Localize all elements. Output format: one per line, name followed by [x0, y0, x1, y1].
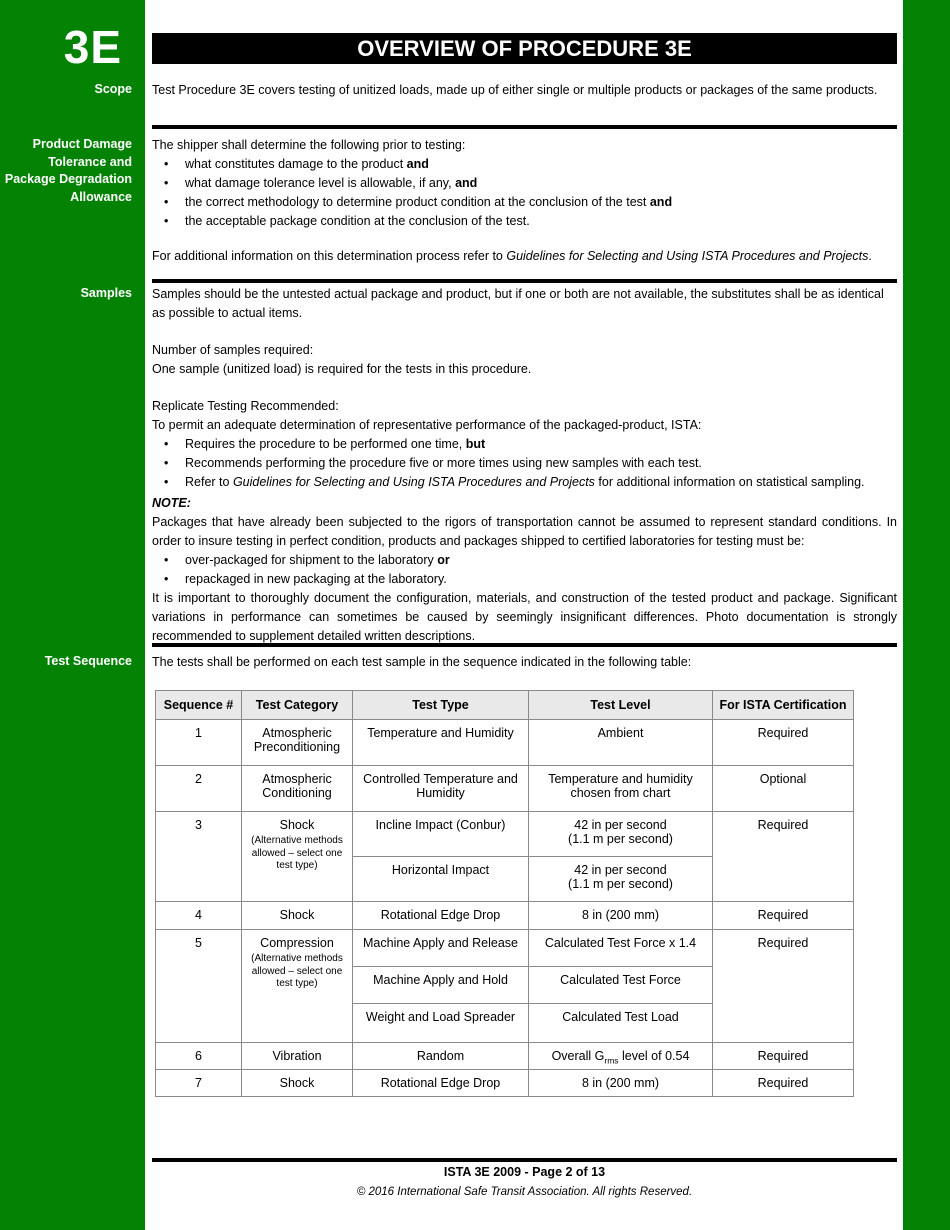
guidelines-title: Guidelines for Selecting and Using ISTA Procedures and Projects [506, 249, 869, 263]
table-header-row [156, 691, 854, 720]
cell-level: Calculated Test Load [529, 1004, 713, 1043]
cell-seq: 3 [156, 812, 242, 902]
table-row [156, 902, 854, 930]
bullet-text: for additional information on statistical sampling. [594, 475, 865, 489]
cell-level: Calculated Test Force x 1.4 [529, 930, 713, 967]
cell-seq: 2 [156, 766, 242, 812]
bullet-bold: and [406, 157, 429, 171]
cell-level [529, 812, 713, 857]
bullet-item [152, 193, 897, 212]
cell-type: Weight and Load Spreader [353, 1004, 529, 1043]
cell-seq: 4 [156, 902, 242, 930]
bullet-item [152, 155, 897, 174]
cell-level: 8 in (200 mm) [529, 902, 713, 930]
damage-more-info [152, 247, 897, 266]
bullet-text: the acceptable package condition at the conclusion of the test. [185, 214, 530, 228]
bullet-bold: and [649, 195, 673, 209]
bullet-item [152, 212, 897, 231]
cell-level: Ambient [529, 720, 713, 766]
cell-level: Calculated Test Force [529, 967, 713, 1004]
sidebar-label-samples: Samples [80, 286, 132, 300]
table-row [156, 766, 854, 812]
cell-category [242, 812, 353, 902]
cell-type: Temperature and Humidity [353, 720, 529, 766]
col-header-category: Test Category [242, 691, 353, 720]
cell-type: Horizontal Impact [353, 857, 529, 902]
category-note: (Alternative methods allowed – select one test type) [251, 835, 343, 871]
level-line2: (1.1 m per second) [568, 832, 673, 846]
cell-cert: Required [713, 1043, 854, 1070]
test-sequence-intro: The tests shall be performed on each test sample in the sequence indicated in the following table: [152, 655, 692, 669]
col-header-sequence: Sequence # [156, 691, 242, 720]
page-title: OVERVIEW OF PROCEDURE 3E [152, 33, 897, 64]
level-text: Overall G [551, 1049, 605, 1063]
cell-type: Rotational Edge Drop [353, 1070, 529, 1097]
cell-category: Shock [242, 902, 353, 930]
samples-section [152, 285, 897, 646]
samples-note-bullets [152, 551, 897, 589]
cell-cert: Required [713, 812, 854, 902]
samples-p3a: Replicate Testing Recommended: [152, 399, 339, 413]
cell-category: Atmospheric Preconditioning [242, 720, 353, 766]
col-header-certification: For ISTA Certification [713, 691, 854, 720]
cell-level [529, 1043, 713, 1070]
col-header-type: Test Type [353, 691, 529, 720]
level-line1: 42 in per second [574, 818, 667, 832]
cell-type: Machine Apply and Release [353, 930, 529, 967]
cell-level [529, 857, 713, 902]
level-text: level of 0.54 [618, 1049, 690, 1063]
cell-cert: Required [713, 1070, 854, 1097]
samples-p2b: One sample (unitized load) is required for the tests in this procedure. [152, 362, 532, 376]
bullet-text: over-packaged for shipment to the laboratory [185, 553, 438, 567]
category-name: Shock [279, 818, 315, 832]
cell-type: Incline Impact (Conbur) [353, 812, 529, 857]
cell-category: Atmospheric Conditioning [242, 766, 353, 812]
section-divider [152, 643, 897, 647]
cell-seq: 6 [156, 1043, 242, 1070]
bullet-text: Requires the procedure to be performed one time, [185, 437, 466, 451]
cell-seq: 7 [156, 1070, 242, 1097]
bullet-item [152, 570, 897, 589]
bullet-bold: and [455, 176, 478, 190]
cell-category [242, 930, 353, 1043]
bullet-item [152, 473, 897, 492]
cell-cert: Required [713, 902, 854, 930]
cell-category: Vibration [242, 1043, 353, 1070]
table-row [156, 1070, 854, 1097]
samples-p2a: Number of samples required: [152, 343, 314, 357]
bullet-text: repackaged in new packaging at the laboratory. [185, 572, 447, 586]
cell-type: Rotational Edge Drop [353, 902, 529, 930]
damage-intro: The shipper shall determine the following prior to testing: [152, 138, 466, 152]
cell-cert: Optional [713, 766, 854, 812]
cell-cert: Required [713, 930, 854, 1043]
level-line2: (1.1 m per second) [568, 877, 673, 891]
damage-bullet-list [152, 155, 897, 231]
test-sequence-table [155, 690, 854, 1097]
category-note: (Alternative methods allowed – select one test type) [251, 953, 343, 989]
bullet-text: what damage tolerance level is allowable, if any, [185, 176, 456, 190]
sidebar-label-product-damage: Product Damage Tolerance and Package Degradation Allowance [4, 137, 132, 204]
bullet-item [152, 454, 897, 473]
bullet-text: Refer to [185, 475, 233, 489]
level-subscript: rms [604, 1055, 619, 1066]
cell-type: Machine Apply and Hold [353, 967, 529, 1004]
more-info-text: For additional information on this determination process refer to [152, 249, 507, 263]
footer-divider [152, 1158, 897, 1162]
bullet-bold: or [437, 553, 450, 567]
table-row [156, 812, 854, 857]
bullet-item [152, 174, 897, 193]
sidebar-label-test-sequence: Test Sequence [44, 654, 132, 668]
samples-p1: Samples should be the untested actual package and product, but if one or both are not available, the substitutes shall be as identical as possible to actual items. [152, 287, 884, 320]
cell-type: Controlled Temperature and Humidity [353, 766, 529, 812]
right-green-band [903, 0, 950, 1230]
bullet-text: Recommends performing the procedure five or more times using new samples with each test. [185, 456, 702, 470]
samples-p3b: To permit an adequate determination of representative performance of the packaged-product, ISTA: [152, 418, 702, 432]
section-divider [152, 125, 897, 129]
cell-level: 8 in (200 mm) [529, 1070, 713, 1097]
sidebar-label-scope: Scope [94, 82, 132, 96]
note-label: NOTE: [152, 496, 191, 510]
scope-paragraph: Test Procedure 3E covers testing of unitized loads, made up of either single or multiple products or packages of the same products. [152, 83, 878, 97]
bullet-text: what constitutes damage to the product [185, 157, 407, 171]
cell-type: Random [353, 1043, 529, 1070]
footer-page-number: ISTA 3E 2009 - Page 2 of 13 [443, 1165, 606, 1179]
cell-seq: 5 [156, 930, 242, 1043]
guidelines-title: Guidelines for Selecting and Using ISTA Procedures and Projects [232, 475, 595, 489]
bullet-item [152, 551, 897, 570]
procedure-logo: 3E [63, 21, 122, 73]
bullet-text: the correct methodology to determine product condition at the conclusion of the test [185, 195, 650, 209]
samples-bullet-list [152, 435, 897, 492]
product-damage-section [152, 136, 897, 266]
table-row [156, 720, 854, 766]
footer-copyright: © 2016 International Safe Transit Association. All rights Reserved. [356, 1186, 693, 1198]
bullet-item [152, 435, 897, 454]
bullet-bold: but [465, 437, 486, 451]
cell-seq: 1 [156, 720, 242, 766]
col-header-level: Test Level [529, 691, 713, 720]
level-line1: 42 in per second [574, 863, 667, 877]
category-name: Compression [260, 936, 334, 950]
cell-level: Temperature and humidity chosen from chart [529, 766, 713, 812]
left-green-band [0, 0, 145, 1230]
more-info-period: . [868, 249, 872, 263]
cell-category: Shock [242, 1070, 353, 1097]
table-row [156, 930, 854, 967]
table-row [156, 1043, 854, 1070]
section-divider [152, 279, 897, 283]
samples-p4: Packages that have already been subjected to the rigors of transportation cannot be assumed to represent standard conditions. In order to insure testing in perfect condition, products and packages shipped to certified laboratories for testing must be: [152, 515, 897, 548]
samples-p5: It is important to thoroughly document the configuration, materials, and construction of the tested product and package. Significant variations in performance can sometimes be caused by seemingly insignificant differences. Photo documentation is strongly recommended to supplement detailed written descriptions. [152, 591, 897, 643]
cell-cert: Required [713, 720, 854, 766]
